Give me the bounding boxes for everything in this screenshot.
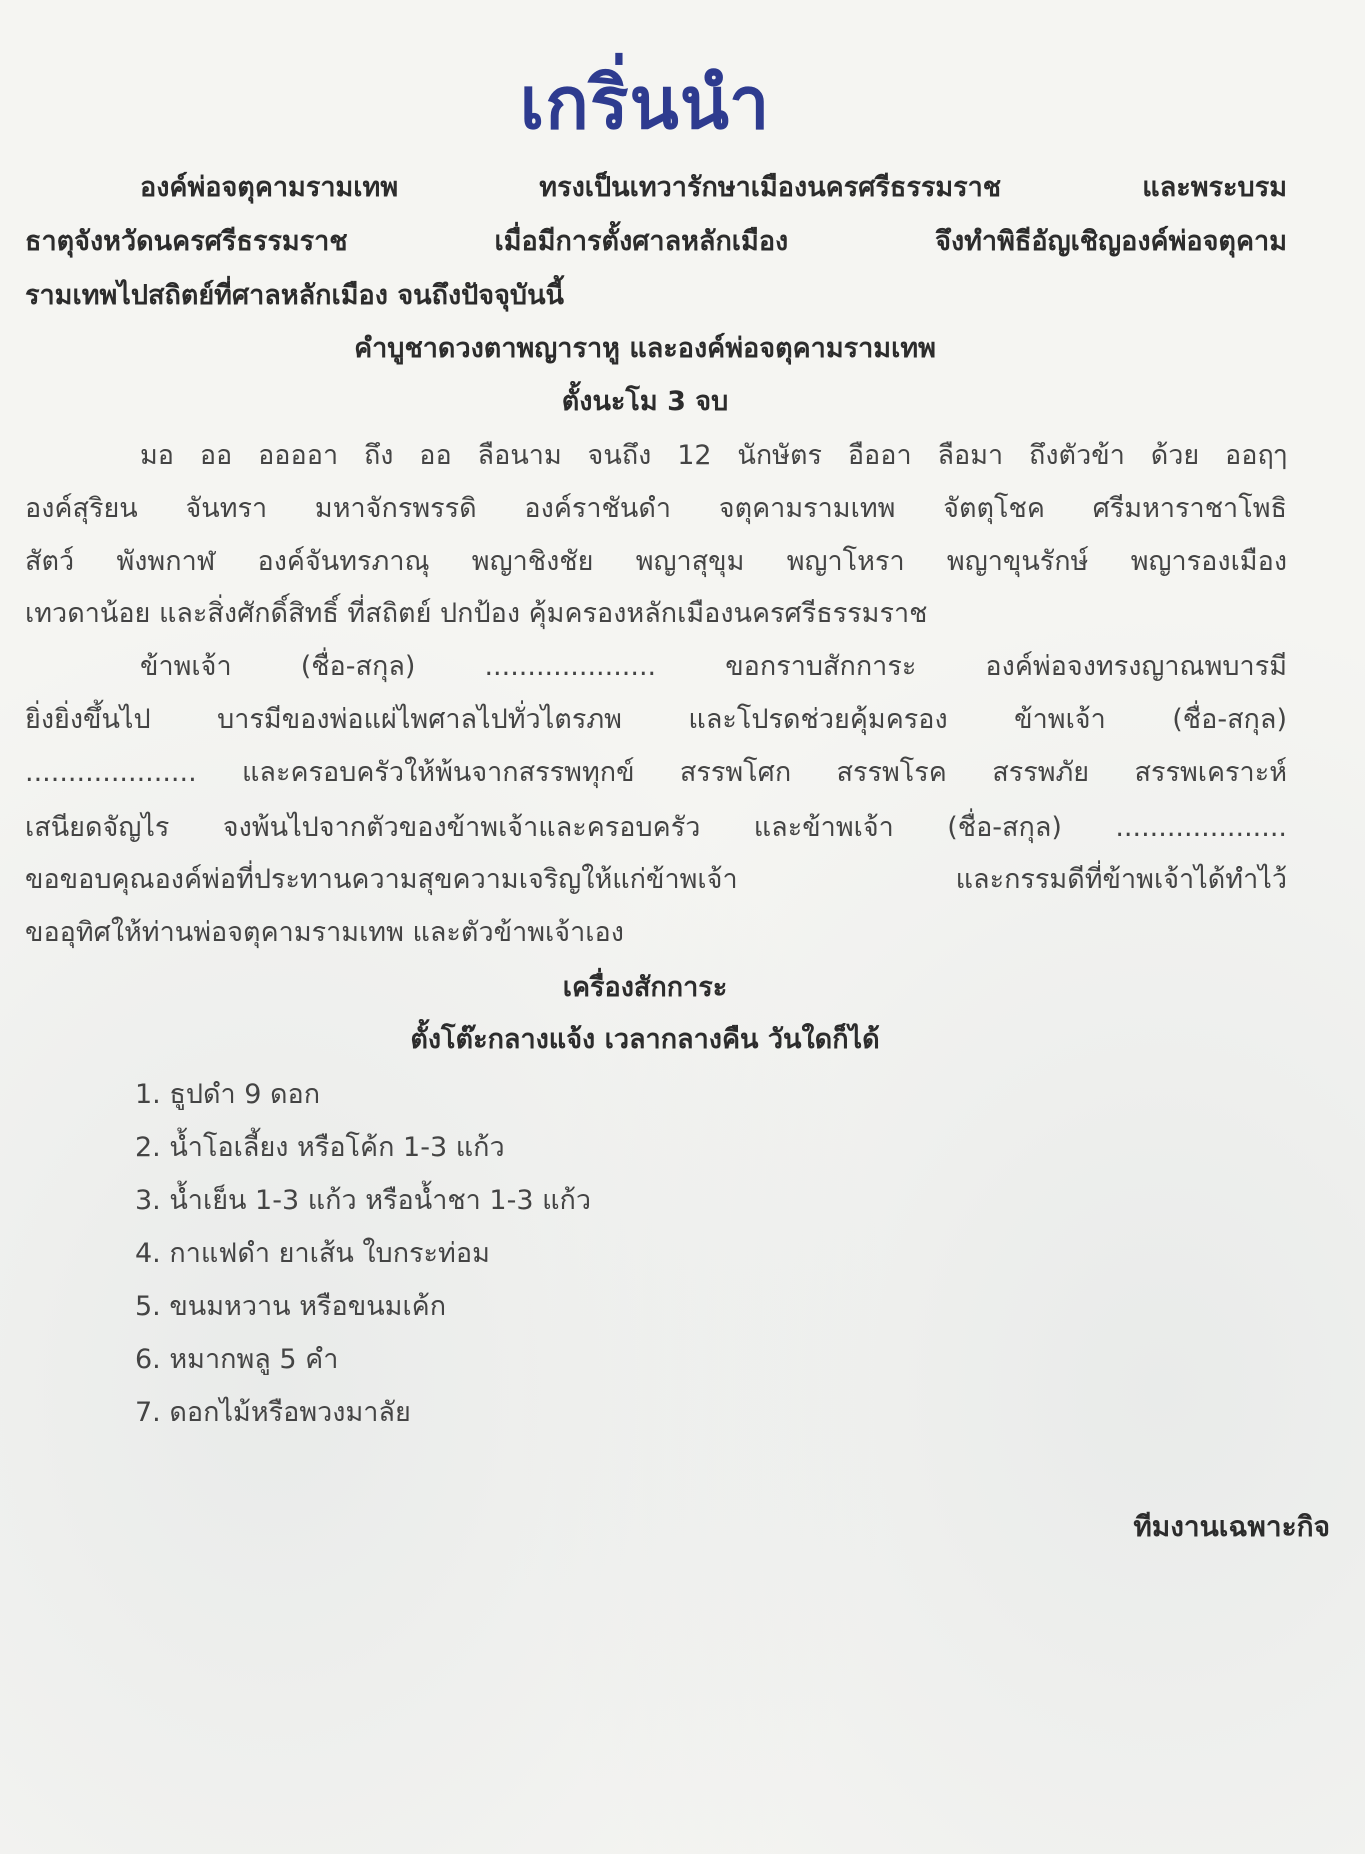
page-title: เกริ่นนำ: [519, 61, 771, 145]
prayer-line: ข้าพเจ้า (ชื่อ-สกุล) .................... ขอกราบสักการะ องค์พ่อจงทรงญาณพบารมี: [140, 651, 1287, 682]
prayer-line: เสนียดจัญไร จงพ้นไปจากตัวของข้าพเจ้าและครอบครัว และข้าพเจ้า (ชื่อ-สกุล) ....................: [25, 812, 1287, 843]
intro-line: รามเทพไปสถิตย์ที่ศาลหลักเมือง จนถึงปัจจุบันนี้: [25, 280, 564, 311]
author-credit: ทีมงานเฉพาะกิจ: [1133, 1510, 1330, 1543]
offering-item: 3. น้ำเย็น 1-3 แก้ว หรือน้ำชา 1-3 แก้ว: [135, 1185, 592, 1216]
prayer-line: ขอขอบคุณองค์พ่อที่ประทานความสุขความเจริญให้แก่ข้าพเจ้า และกรรมดีที่ข้าพเจ้าได้ทำไว้: [25, 864, 1287, 895]
prayer-line: .................... และครอบครัวให้พ้นจากสรรพทุกข์ สรรพโศก สรรพโรค สรรพภัย สรรพเคราะห์: [25, 757, 1287, 788]
offering-item: 6. หมากพลู 5 คำ: [135, 1344, 339, 1375]
offering-item: 2. น้ำโอเลี้ยง หรือโค้ก 1-3 แก้ว: [135, 1132, 505, 1163]
offerings-subheading: ตั้งโต๊ะกลางแจ้ง เวลากลางคืน วันใดก็ได้: [410, 1024, 880, 1055]
prayer-line: ยิ่งยิ่งขึ้นไป บารมีของพ่อแผ่ไพศาลไปทั่วไตรภพ และโปรดช่วยคุ้มครอง ข้าพเจ้า (ชื่อ-สกุล): [25, 704, 1287, 735]
intro-line: องค์พ่อจตุคามรามเทพ ทรงเป็นเทวารักษาเมืองนครศรีธรรมราช และพระบรม: [140, 172, 1287, 203]
offering-item: 5. ขนมหวาน หรือขนมเค้ก: [135, 1291, 447, 1322]
prayer-subheading: ตั้งนะโม 3 จบ: [561, 386, 729, 417]
prayer-line: องค์สุริยน จันทรา มหาจักรพรรดิ องค์ราชันดำ จตุคามรามเทพ จัตตุโชค ศรีมหาราชาโพธิ: [25, 493, 1287, 524]
offering-item: 1. ธูปดำ 9 ดอก: [135, 1079, 321, 1110]
offering-item: 4. กาแฟดำ ยาเส้น ใบกระท่อม: [135, 1238, 490, 1269]
prayer-line: มอ ออ ออออา ถึง ออ ลือนาม จนถึง 12 นักษัตร อืออา ลือมา ถึงตัวข้า ด้วย ออฤๅ: [140, 440, 1287, 471]
offerings-heading: เครื่องสักการะ: [562, 972, 728, 1003]
intro-line: ธาตุจังหวัดนครศรีธรรมราช เมื่อมีการตั้งศาลหลักเมือง จึงทำพิธีอัญเชิญองค์พ่อจตุคาม: [25, 226, 1287, 257]
prayer-line: สัตว์ พังพกาฬ องค์จันทรภาณุ พญาชิงชัย พญาสุขุม พญาโหรา พญาขุนรักษ์ พญารองเมือง: [25, 546, 1287, 577]
offering-item: 7. ดอกไม้หรือพวงมาลัย: [135, 1397, 411, 1428]
prayer-line: ขออุทิศให้ท่านพ่อจตุคามรามเทพ และตัวข้าพเจ้าเอง: [25, 917, 624, 948]
prayer-line: เทวดาน้อย และสิ่งศักดิ์สิทธิ์ ที่สถิตย์ ปกป้อง คุ้มครองหลักเมืองนครศรีธรรมราช: [25, 598, 928, 629]
prayer-heading: คำบูชาดวงตาพญาราหู และองค์พ่อจตุคามรามเทพ: [354, 333, 936, 364]
